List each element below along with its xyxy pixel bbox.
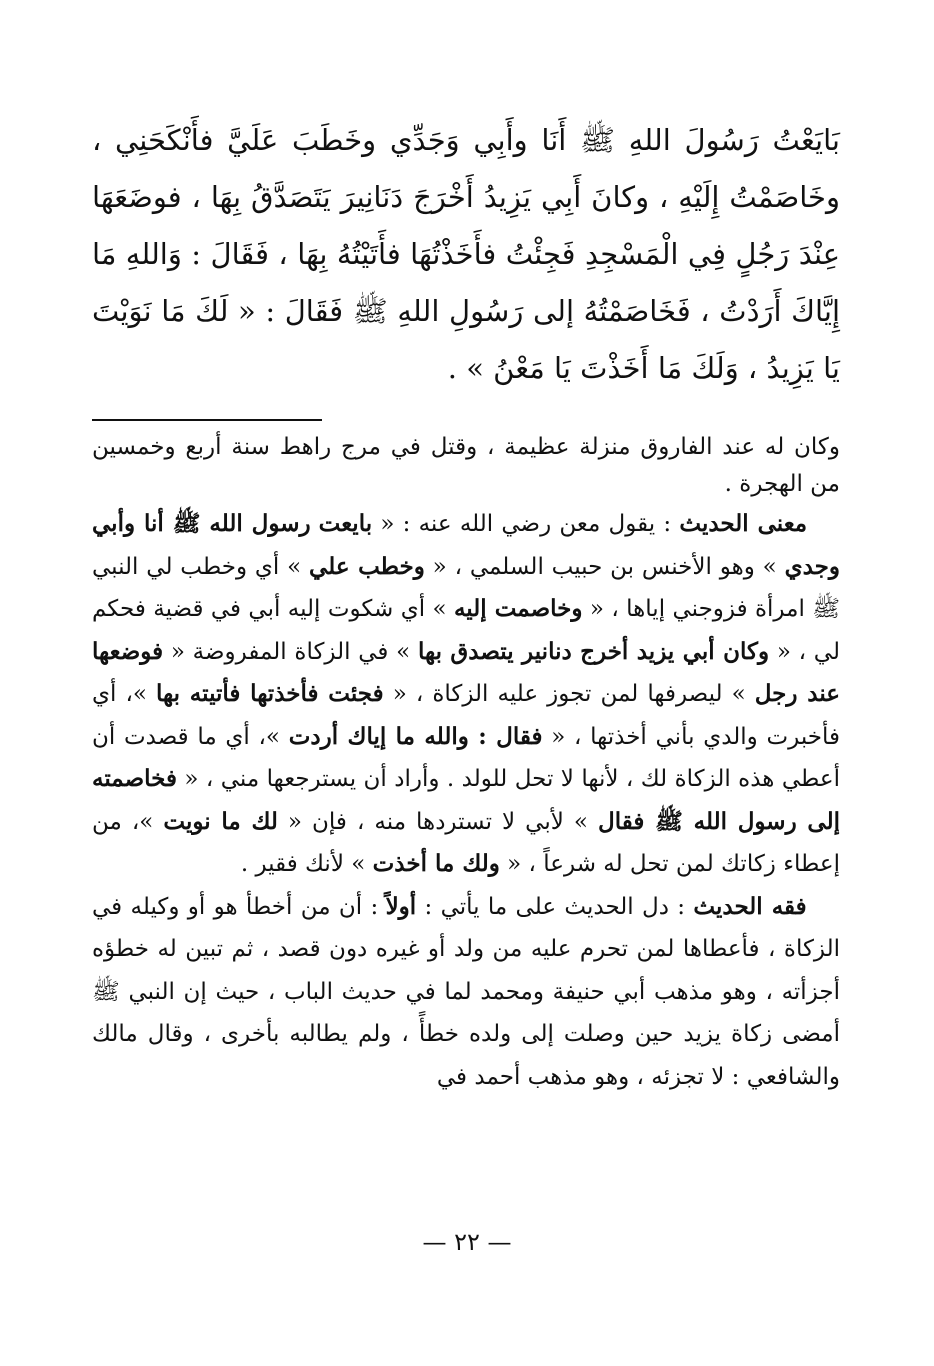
fiqh-heading: فقه الحديث xyxy=(693,892,807,920)
meaning-text-8: »، أي ما قصدت أن أعطي هذه الزكاة لك ، لأنها لا تحل للولد . وأراد أن يسترجعها مني ، « xyxy=(92,723,840,792)
meaning-text-7: »، أي فأخبرت والدي بأني أخذتها ، « xyxy=(92,681,840,750)
meaning-paragraph xyxy=(92,503,840,886)
page-number: — ٢٢ — xyxy=(422,1228,512,1256)
footnote-separator xyxy=(92,419,322,421)
meaning-text-11: » لأنك فقير . xyxy=(240,851,373,877)
meaning-quote-5: فوضعها عند رجل xyxy=(92,637,840,707)
page-content xyxy=(92,112,840,1098)
meaning-quote-8: فخاصمته إلى رسول الله ﷺ فقال xyxy=(92,765,840,835)
fiqh-text-1: : دل الحديث على ما يأتي : xyxy=(416,893,694,920)
fiqh-first-point: أولاً xyxy=(385,892,417,920)
meaning-quote-7: فقال : والله ما إياك أردت xyxy=(288,722,543,750)
meaning-quote-10: ولك ما أخذت xyxy=(372,850,500,877)
meaning-text-5: » في الزكاة المفروضة « xyxy=(163,638,418,665)
meaning-text-2: » وهو الأخنس بن حبيب السلمي ، « xyxy=(424,553,785,580)
meaning-quote-1: بايعت رسول الله ﷺ أنا وأبي وجدي xyxy=(92,510,840,580)
meaning-text-1: : يقول معن رضي الله عنه : « xyxy=(372,511,680,537)
fiqh-paragraph xyxy=(92,886,840,1099)
footnote-text: وكان له عند الفاروق منزلة عظيمة ، وقتل في مرج راهط سنة أربع وخمسين من الهجرة . xyxy=(92,434,840,497)
fiqh-text-2: : أن من أخطأ هو أو وكيله في الزكاة ، فأعطاها لمن تحرم عليه من ولد أو غيره دون قصد ، ثم تبين له خطؤه أجزأته ، وهو مذهب أبي حنيفة ومحمد لما في حديث الباب ، حيث إن النبي ﷺ أمضى زكاة يزيد حين وصلت إلى ولده خطأً ، ولم يطالبه بأخرى ، وقال مالك والشافعي : لا تجزئه ، وهو مذهب أحمد في xyxy=(92,893,840,1090)
meaning-text-10: »، من إعطاء زكاتك لمن تحل له شرعاً ، « xyxy=(92,808,840,877)
meaning-heading: معنى الحديث xyxy=(679,510,808,537)
meaning-quote-3: وخاصمت إليه xyxy=(453,595,583,622)
meaning-quote-9: لك ما نويت xyxy=(163,807,278,835)
meaning-text-6: » ليصرفها لمن تجوز عليه الزكاة ، « xyxy=(383,681,755,707)
hadith-text: بَايَعْتُ رَسُولَ اللهِ ﷺ أَنَا وأَبِي وَجَدِّي وخَطَبَ عَلَيَّ فأَنْكَحَنِي ، وخَاصَمْتُ إِلَيْهِ ، وكانَ أَبِي يَزِيدُ أَخْرَجَ دَنَانِيرَ يَتَصَدَّقُ بِهَا ، فوضَعَهَا عِنْدَ رَجُلٍ فِي الْمَسْجِدِ فَجِئْتُ فأَخَذْتُهَا فأَتَيْتُهُ بِهَا ، فَقَالَ : وَاللهِ مَا إِيَّاكَ أَرَدْتُ ، فَخَاصَمْتُهُ إلى رَسُولِ اللهِ ﷺ فَقَالَ : « لَكَ مَا نَوَيْتَ يَا يَزِيدُ ، وَلَكَ مَا أَخَذْتَ يَا مَعْنُ » . xyxy=(92,123,840,385)
meaning-text-4: » أي شكوت إليه أبي في قضية فحكم لي ، « xyxy=(92,596,840,665)
meaning-text-9: » لأبي لا تستردها منه ، فإن « xyxy=(277,808,599,835)
meaning-quote-6: فجئت فأخذتها فأتيته بها xyxy=(156,680,384,707)
meaning-text-3: » أي وخطب لي النبي ﷺ امرأة فزوجني إياها ، « xyxy=(92,553,841,622)
meaning-quote-4: وكان أبي يزيد أخرج دنانير يتصدق بها xyxy=(417,637,770,665)
meaning-quote-2: وخطب علي xyxy=(309,552,425,580)
